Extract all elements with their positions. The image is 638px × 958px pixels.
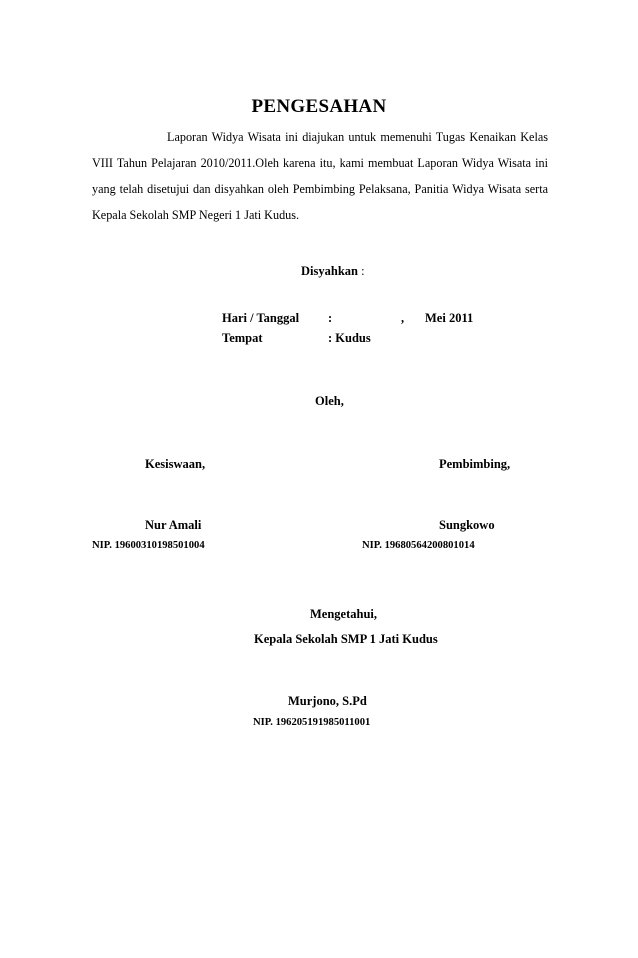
acknowledge-heading: Mengetahui, bbox=[310, 607, 378, 621]
date-value: Mei 2011 bbox=[425, 311, 474, 325]
page-title: PENGESAHAN bbox=[251, 96, 387, 117]
left-signer-role: Kesiswaan, bbox=[145, 457, 206, 471]
intro-text: Laporan Widya Wisata ini diajukan untuk memenuhi Tugas Kenaikan Kelas VIII Tahun Pelajaran 2010/2011.Oleh karena itu, kami membuat Laporan Widya Wisata ini yang telah disetujui dan disyahkan oleh Pembimbing Pelaksana, Panitia Widya Wisata serta Kepala Sekolah SMP Negeri 1 Jati Kudus. bbox=[92, 130, 548, 222]
left-signer-name: Nur Amali bbox=[145, 518, 202, 532]
date-colon: : bbox=[328, 311, 333, 325]
left-signer-nip: NIP. 19600310198501004 bbox=[92, 540, 205, 551]
right-signer-name: Sungkowo bbox=[439, 518, 495, 532]
acknowledge-role: Kepala Sekolah SMP 1 Jati Kudus bbox=[254, 632, 438, 646]
approval-heading-colon: : bbox=[361, 264, 365, 278]
acknowledge-nip: NIP. 196205191985011001 bbox=[253, 717, 371, 728]
acknowledge-name: Murjono, S.Pd bbox=[288, 694, 367, 708]
place-value: : Kudus bbox=[328, 331, 371, 345]
date-comma: , bbox=[401, 311, 405, 325]
place-label: Tempat bbox=[222, 331, 263, 345]
right-signer-role: Pembimbing, bbox=[439, 457, 511, 471]
approval-heading bbox=[301, 264, 365, 279]
date-label: Hari / Tanggal bbox=[222, 311, 300, 325]
approval-heading-text: Disyahkan bbox=[301, 264, 358, 278]
by-label: Oleh, bbox=[315, 394, 344, 408]
right-signer-nip: NIP. 19680564200801014 bbox=[362, 540, 475, 551]
intro-paragraph bbox=[92, 124, 548, 228]
